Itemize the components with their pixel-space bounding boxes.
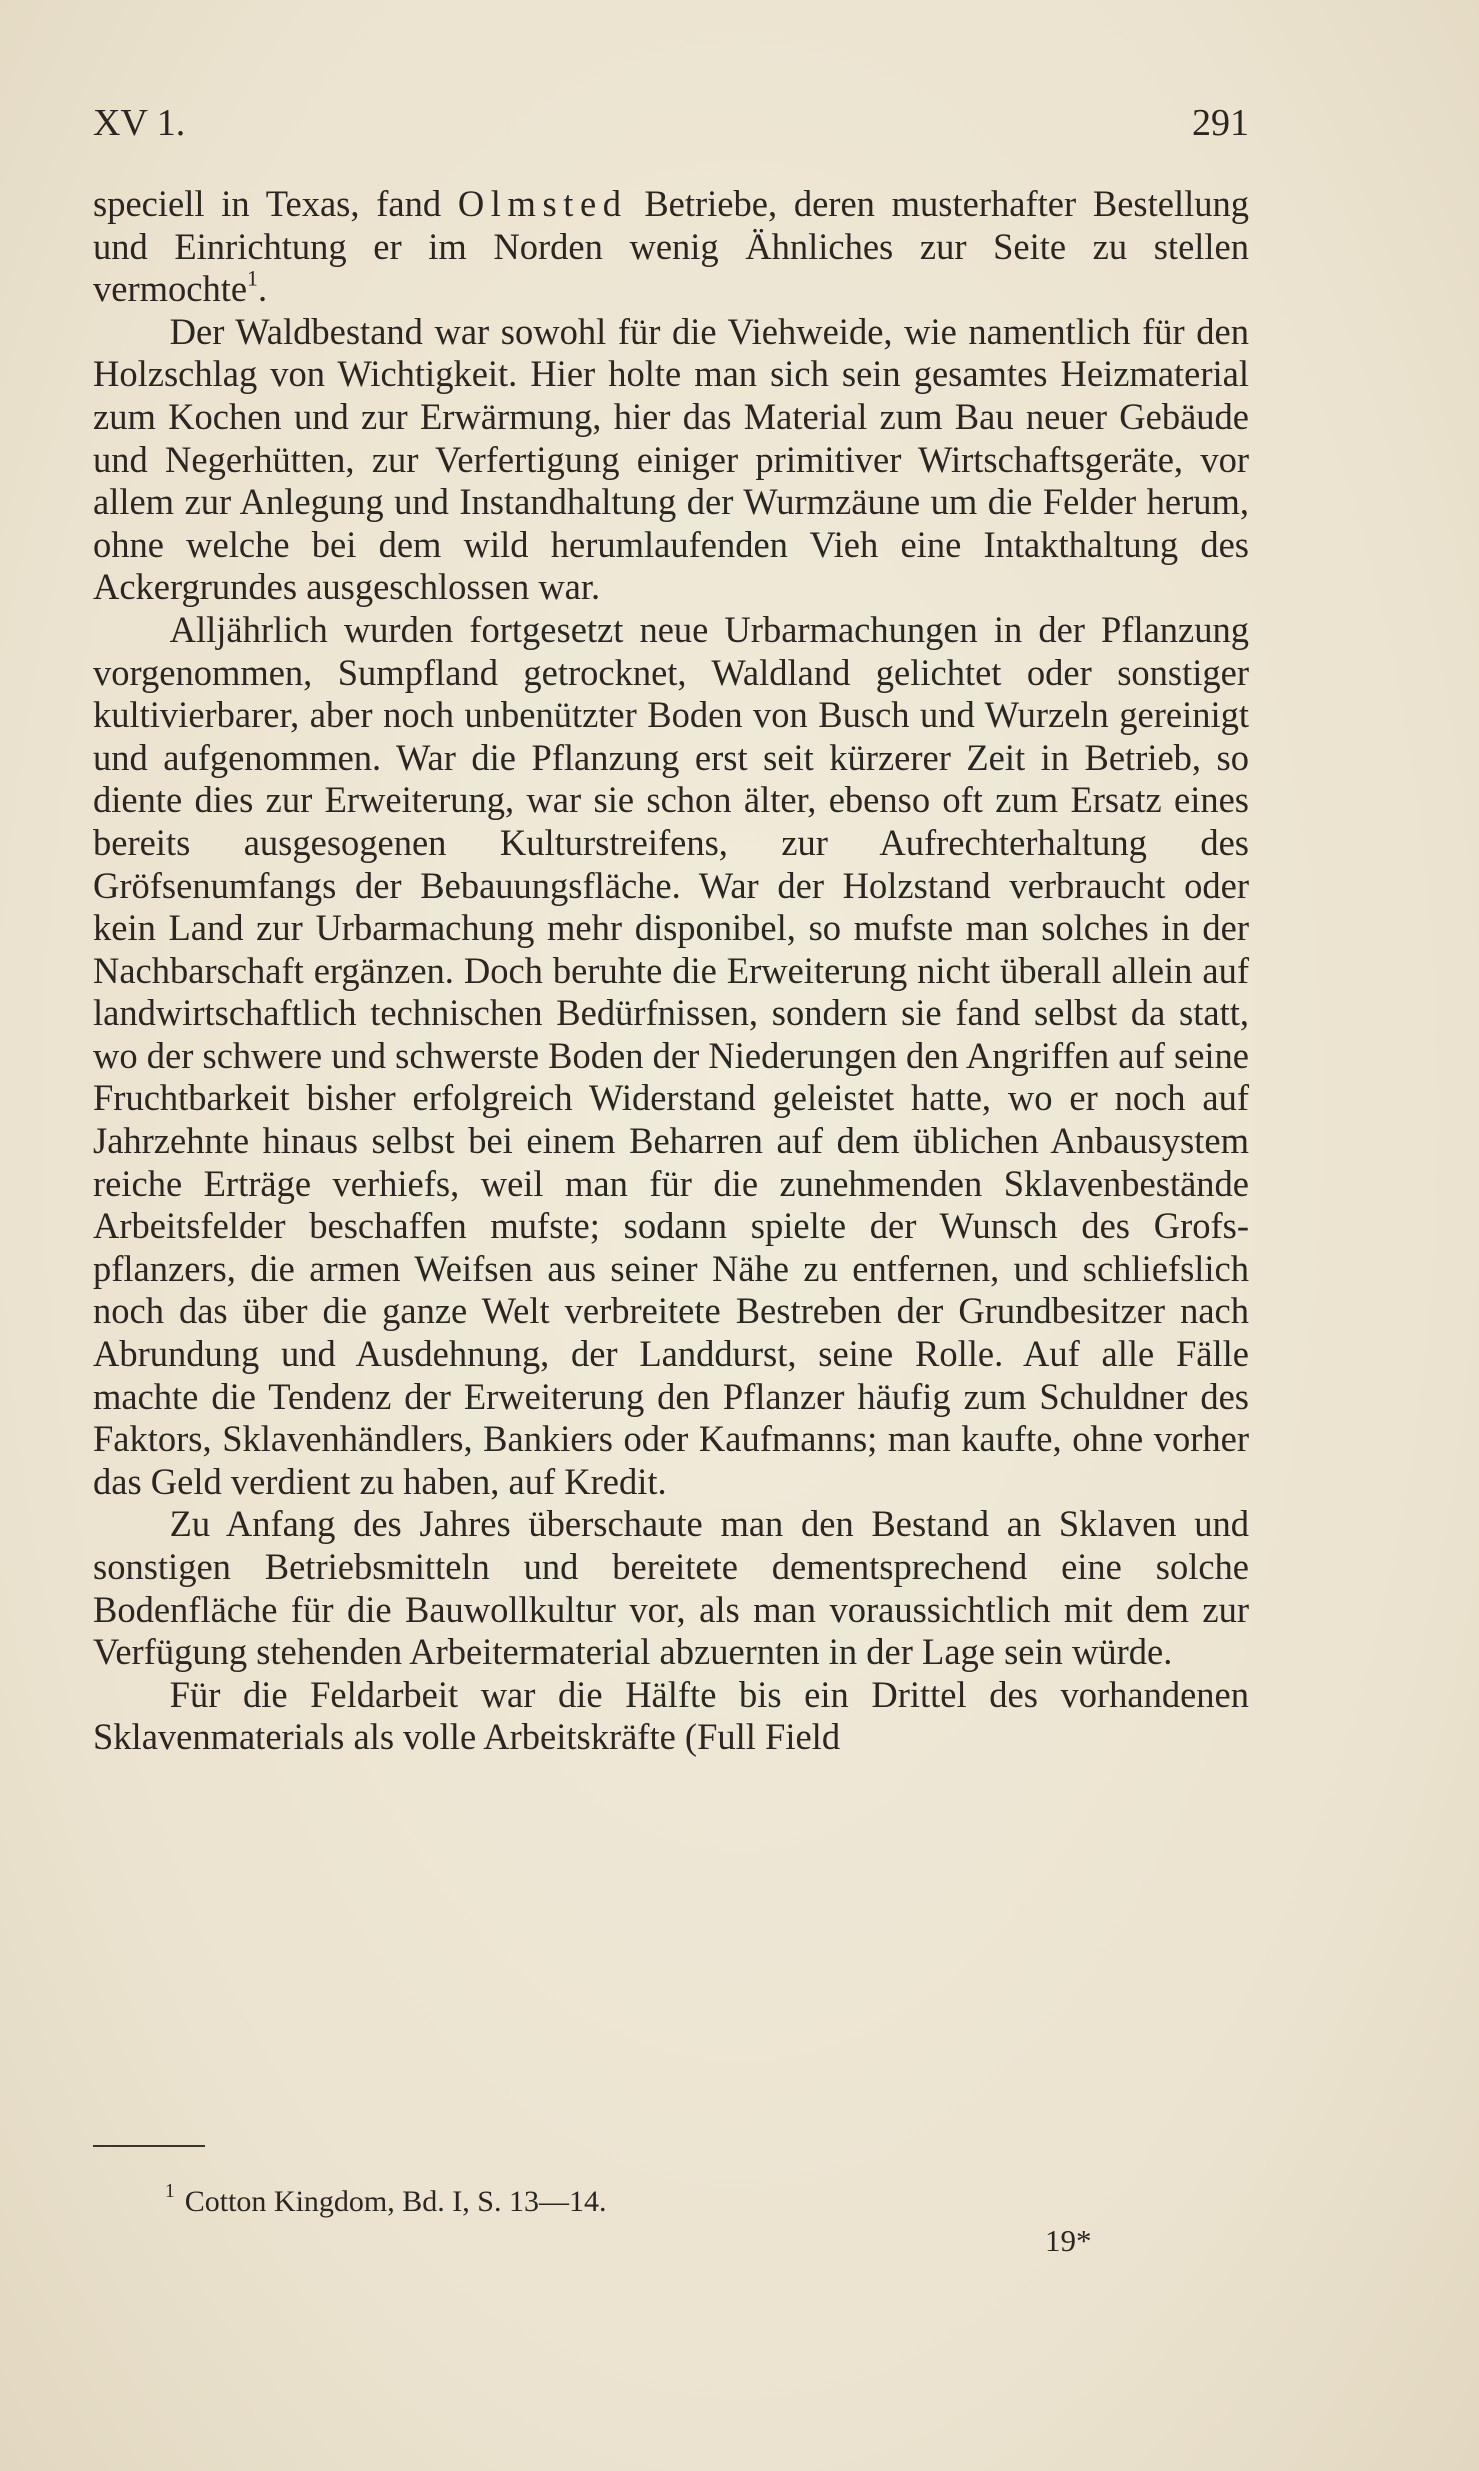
paragraph-text: Der Waldbestand war sowohl für die Viehweide, wie namentlich für den Holzschlag von Wichtigkeit. Hier holte man sich sein gesamtes Heizmaterial zum Kochen und zur Erwärmung, hier das Material zum Bau neuer Gebäude und Negerhütten, zur Verfertigung einiger primitiver Wirtschaftsgeräte, vor allem zur Anlegung und Instandhaltung der Wurmzäune um die Felder herum, ohne welche bei dem wild herumlaufenden Vieh eine Intakthaltung des Ackergrundes ausgeschlossen war. (93, 310, 1249, 608)
paragraph (93, 1674, 1249, 1759)
paragraph-text: Zu Anfang des Jahres überschaute man den Bestand an Sklaven und sonstigen Betriebsmitteln und bereitete dementsprechend eine solche Bodenfläche für die Bauwollkultur vor, als man voraussichtlich mit dem zur Verfügung stehenden Arbeitermaterial abzuernten in der Lage sein würde. (93, 1503, 1249, 1673)
footnote-reference: 1 (247, 265, 258, 291)
footnote-text: Cotton Kingdom, Bd. I, S. 13—14. (184, 2185, 607, 2218)
paragraph-text: Betriebe, deren musterhafter Bestellung und Einrichtung er im Norden wenig Ähnliches zur Seite zu stellen vermochte (93, 183, 1249, 310)
paragraph-text: Alljährlich wurden fortgesetzt neue Urbarmachungen in der Pflanzung vorgenommen, Sumpfland getrocknet, Waldland gelichtet oder sonstiger kultivierbarer, aber noch unbenützter Boden von Busch und Wurzeln gereinigt und aufgenommen. War die Pflanzung erst seit kürzerer Zeit in Betrieb, so diente dies zur Erweiterung, war sie schon älter, ebenso oft zum Ersatz eines bereits ausgesogenen Kulturstreifens, zur Aufrechterhaltung des Gröfsenumfangs der Bebauungsfläche. War der Holzstand verbraucht oder kein Land zur Urbarmachung mehr disponibel, so mufste man solches in der Nachbarschaft ergänzen. Doch beruhte die Erweiterung nicht überall allein auf landwirtschaftlich technischen Bedürfnissen, sondern sie fand selbst da statt, wo der schwere und schwerste Boden der Niederungen den Angriffen auf seine Fruchtbarkeit bisher erfolgreich Widerstand geleistet hatte, wo er noch auf Jahrzehnte hinaus selbst bei einem Beharren auf dem üblichen Anbausystem reiche Erträge verhiefs, weil man für die zunehmenden Sklavenbestände Arbeitsfelder beschaffen mufste; sodann spielte der Wunsch des Grofspflanzers, die armen Weifsen aus seiner Nähe zu entfernen, und schliefslich noch das über die ganze Welt verbreitete Bestreben der Grundbesitzer nach Abrundung und Ausdehnung, der Landdurst, seine Rolle. Auf alle Fälle machte die Tendenz der Erweiterung den Pflanzer häufig zum Schuldner des Faktors, Sklavenhändlers, Bankiers oder Kaufmanns; man kaufte, ohne vorher das Geld verdient zu haben, auf Kredit. (93, 608, 1249, 1502)
paragraph-text: . (258, 268, 268, 310)
paragraph (93, 609, 1249, 1503)
paragraph-text: speciell in Texas, fand (93, 183, 458, 224)
page-number: 291 (1192, 102, 1249, 144)
footnote (165, 2181, 607, 2220)
footnote-marker: 1 (165, 2181, 175, 2203)
paragraph (93, 311, 1249, 609)
section-label: XV 1. (93, 102, 186, 144)
footnote-rule (93, 2145, 205, 2147)
paragraph-text: Für die Feldarbeit war die Hälfte bis ein Drittel des vorhandenen Sklavenmaterials als volle Arbeitskräfte (Full Field (93, 1673, 1249, 1758)
body-text (93, 183, 1249, 1759)
page-header (93, 98, 1249, 148)
paragraph (93, 1503, 1249, 1673)
printer-signature: 19* (1045, 2223, 1092, 2258)
paragraph (93, 183, 1249, 311)
spaced-name: Olmsted (457, 183, 628, 224)
